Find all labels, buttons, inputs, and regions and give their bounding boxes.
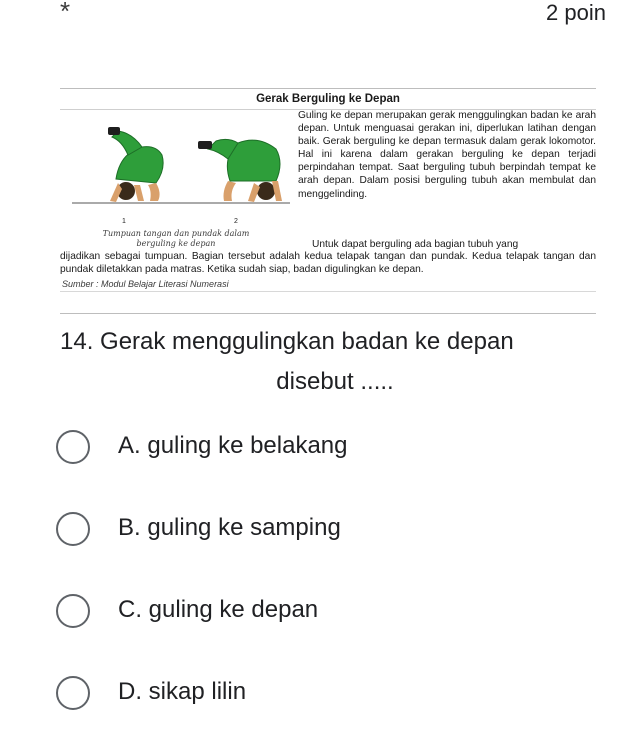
option-c-label[interactable]: C. guling ke depan (118, 596, 319, 623)
required-asterisk: * (60, 0, 71, 26)
question-line-2: disebut ..... (276, 368, 394, 395)
figure-2 (198, 139, 282, 202)
radio-button-d[interactable] (56, 676, 90, 710)
reading-paragraph-bottom (60, 239, 596, 276)
reading-passage (60, 88, 596, 314)
reading-title: Gerak Berguling ke Depan (256, 93, 400, 105)
reading-paragraph-bottom-first: Untuk dapat berguling ada bagian tubuh yang (312, 239, 519, 250)
radio-button-c[interactable] (56, 594, 90, 628)
option-b[interactable] (56, 510, 576, 554)
option-a[interactable] (56, 428, 576, 472)
figure-1 (108, 127, 163, 202)
figure-caption: Tumpuan tangan dan pundak dalam berguling ke depan (102, 229, 250, 248)
points-label: 2 poin (546, 0, 606, 25)
option-c[interactable] (56, 592, 576, 636)
source-divider (60, 291, 596, 292)
figure-number-2: 2 (234, 218, 238, 225)
reading-source: Sumber : Modul Belajar Literasi Numerasi (62, 279, 229, 289)
reading-paragraph-bottom-rest: dijadikan sebagai tumpuan. Bagian tersebut adalah kedua telapak tangan dan pundak. Kedua telapak tangan dan pundak diletakkan pada matras. Ketika sudah siap, badan digulingkan ke depan. (60, 251, 596, 275)
option-a-label[interactable]: A. guling ke belakang (118, 432, 348, 459)
forward-roll-figures (62, 111, 296, 231)
question-text (60, 322, 610, 402)
reading-paragraph-right: Guling ke depan merupakan gerak menggulingkan badan ke arah depan. Untuk menguasai gerakan ini, diperlukan latihan dengan baik. Gerak berguling ke depan termasuk dalam gerak lokomotor. Hal ini karena dalam gerakan berguling ke depan terjadi perpindahan tempat. Saat berguling tubuh berpindah tempat ke arah depan. Dalam posisi berguling tubuh akan membulat dan menggelinding. (298, 110, 596, 200)
option-d[interactable] (56, 674, 576, 718)
radio-button-a[interactable] (56, 430, 90, 464)
option-d-label[interactable]: D. sikap lilin (118, 678, 247, 705)
question-line-1: 14. Gerak menggulingkan badan ke depan (60, 328, 514, 355)
option-b-label[interactable]: B. guling ke samping (118, 514, 341, 541)
figure-number-1: 1 (122, 218, 126, 225)
radio-button-b[interactable] (56, 512, 90, 546)
